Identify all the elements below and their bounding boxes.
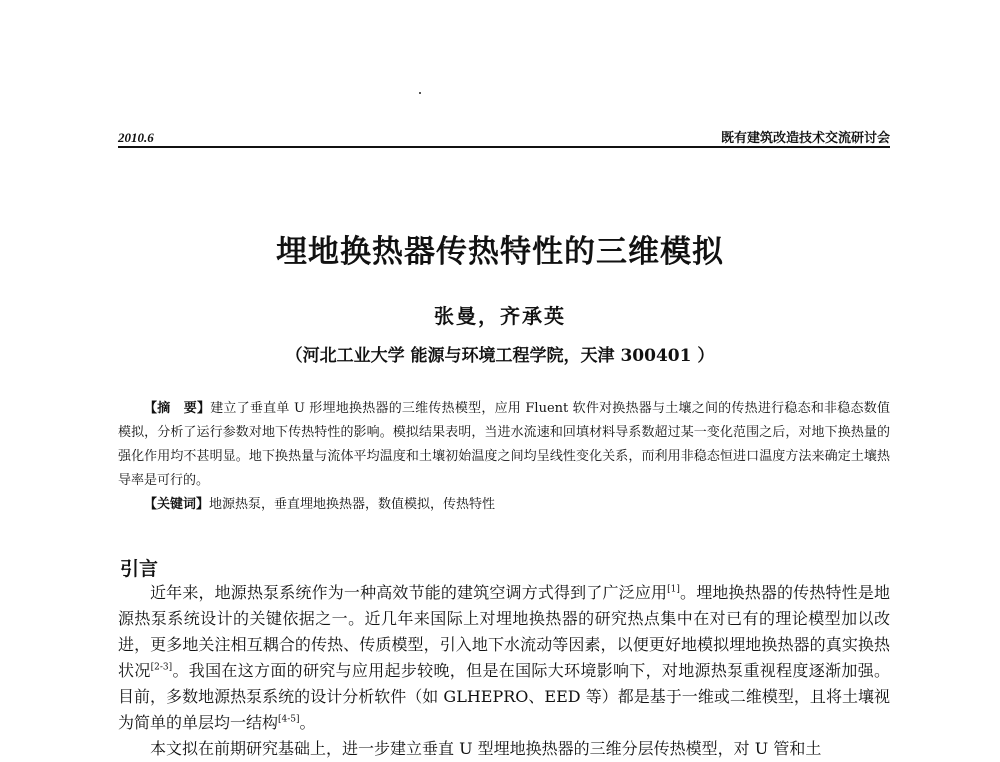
body-paragraph [118,580,890,736]
body-paragraph [118,736,890,762]
abstract-block [118,397,890,517]
keywords-paragraph [118,493,890,517]
running-header [118,124,890,148]
abstract-paragraph [118,397,890,493]
keywords-text: 地源热泵，垂直埋地换热器，数值模拟，传热特性 [209,497,496,512]
body-text-segment: 近年来，地源热泵系统作为一种高效节能的建筑空调方式得到了广泛应用 [150,583,668,602]
body-text-segment: 。埋地换热器的传热特性是地源热泵系统设计的关键依据之一。近几年来国际上对埋地换热器的研究热点集中在对已有的理论模型加以改进，更多地关注相互耦合的传热、传质模型，引入地下水流动等因素，以便更好地模拟埋地换热器的真实换热状况 [118,583,890,680]
citation-ref: [2-3] [150,662,173,673]
author-affiliation: （河北工业大学 能源与环境工程学院，天津 300401 ） [285,346,715,366]
abstract-text: 建立了垂直单 U 形埋地换热器的三维传热模型，应用 Fluent 软件对换热器与土壤之间的传热进行稳态和非稳态数值模拟，分析了运行参数对地下传热特性的影响。模拟结果表明，当进水流速和回填材料导系数超过某一变化范围之后，对地下换热量的强化作用均不甚明显。地下换热量与流体平均温度和土壤初始温度之间均呈线性变化关系，而利用非稳态恒进口温度方法来确定土壤热导率是可行的。 [118,401,890,488]
section-heading-introduction: 引言 [120,558,159,580]
body-text-segment: 本文拟在前期研究基础上，进一步建立垂直 U 型埋地换热器的三维分层传热模型，对 U 管和土 [150,739,822,758]
citation-ref: [1] [667,584,680,595]
paper-authors: 张曼，齐承英 [434,304,566,328]
body-text-segment: 。我国在这方面的研究与应用起步较晚，但是在国际大环境影响下，对地源热泵重视程度逐渐加强。目前，多数地源热泵系统的设计分析软件（如 GLHEPRO、EED 等）都是基于一维或二维模型，且将土壤视为简单的单层均一结构 [118,661,890,732]
citation-ref: [4-5] [278,714,300,725]
introduction-body [118,580,890,762]
abstract-label: 【摘 要】 [144,401,211,416]
scan-speck [419,92,421,94]
issue-date: 2010.6 [118,130,154,145]
body-text-segment: 。 [299,713,316,732]
paper-title: 埋地换热器传热特性的三维模拟 [276,234,724,270]
conference-name: 既有建筑改造技术交流研讨会 [720,131,890,146]
keywords-label: 【关键词】 [144,497,210,512]
